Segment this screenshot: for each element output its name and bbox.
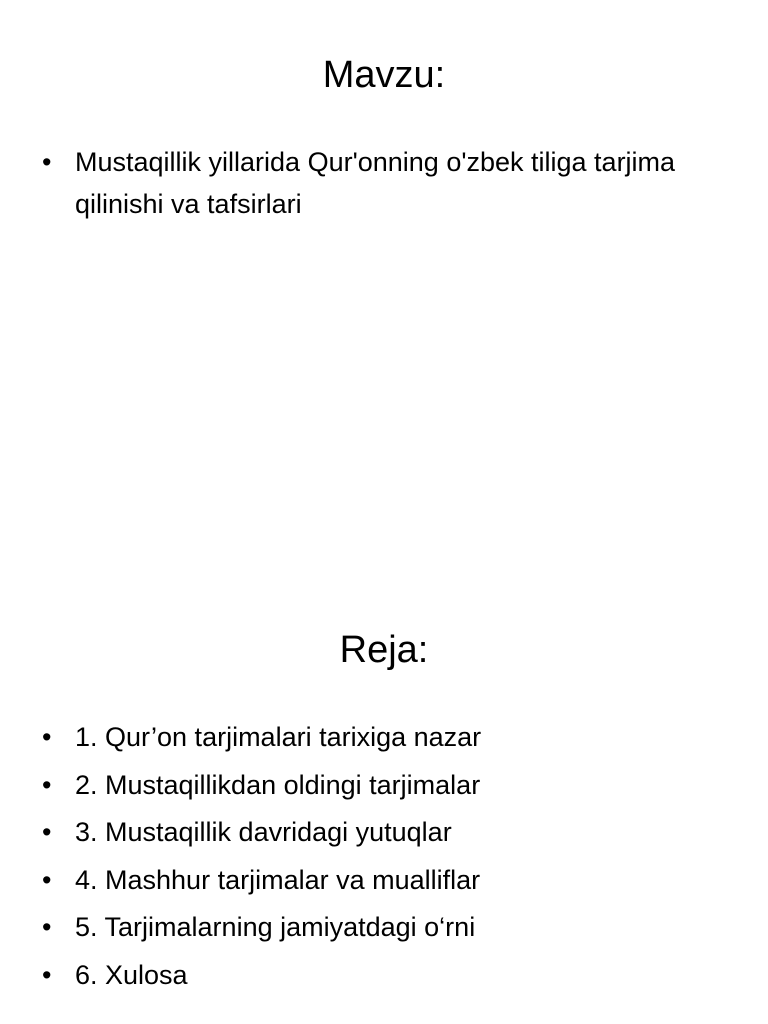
list-item-text: 2. Mustaqillikdan oldingi tarjimalar (75, 769, 481, 800)
bullet-icon: • (42, 959, 52, 990)
list-item (42, 857, 722, 905)
bullet-icon: • (42, 817, 52, 848)
list-item (42, 809, 722, 857)
bullet-icon: • (42, 147, 52, 177)
bullet-icon: • (42, 864, 52, 895)
list-item-text: 4. Mashhur tarjimalar va mualliflar (75, 864, 481, 895)
bullet-list (42, 141, 722, 225)
list-item-text: Mustaqillik yillarida Qur'onning o'zbek tiliga tarjima qilinishi va tafsirlari (75, 147, 676, 219)
list-item-text: 1. Qur’on tarjimalari tarixiga nazar (75, 722, 482, 752)
bullet-icon: • (42, 769, 52, 800)
list-item (42, 762, 722, 810)
list-item (42, 952, 722, 1000)
bullet-icon: • (42, 722, 52, 752)
list-item (42, 141, 722, 225)
slide-title: Mavzu: (322, 54, 446, 96)
list-item-text: 6. Xulosa (75, 959, 188, 990)
list-item (42, 714, 722, 762)
bullet-list (42, 714, 722, 1000)
list-item (42, 904, 722, 952)
slide-plan (0, 576, 768, 1024)
bullet-icon: • (42, 912, 52, 943)
list-item-text: 5. Tarjimalarning jamiyatdagi o‘rni (75, 912, 476, 943)
list-item-text: 3. Mustaqillik davridagi yutuqlar (75, 817, 452, 848)
slide-title: Reja: (339, 629, 429, 671)
